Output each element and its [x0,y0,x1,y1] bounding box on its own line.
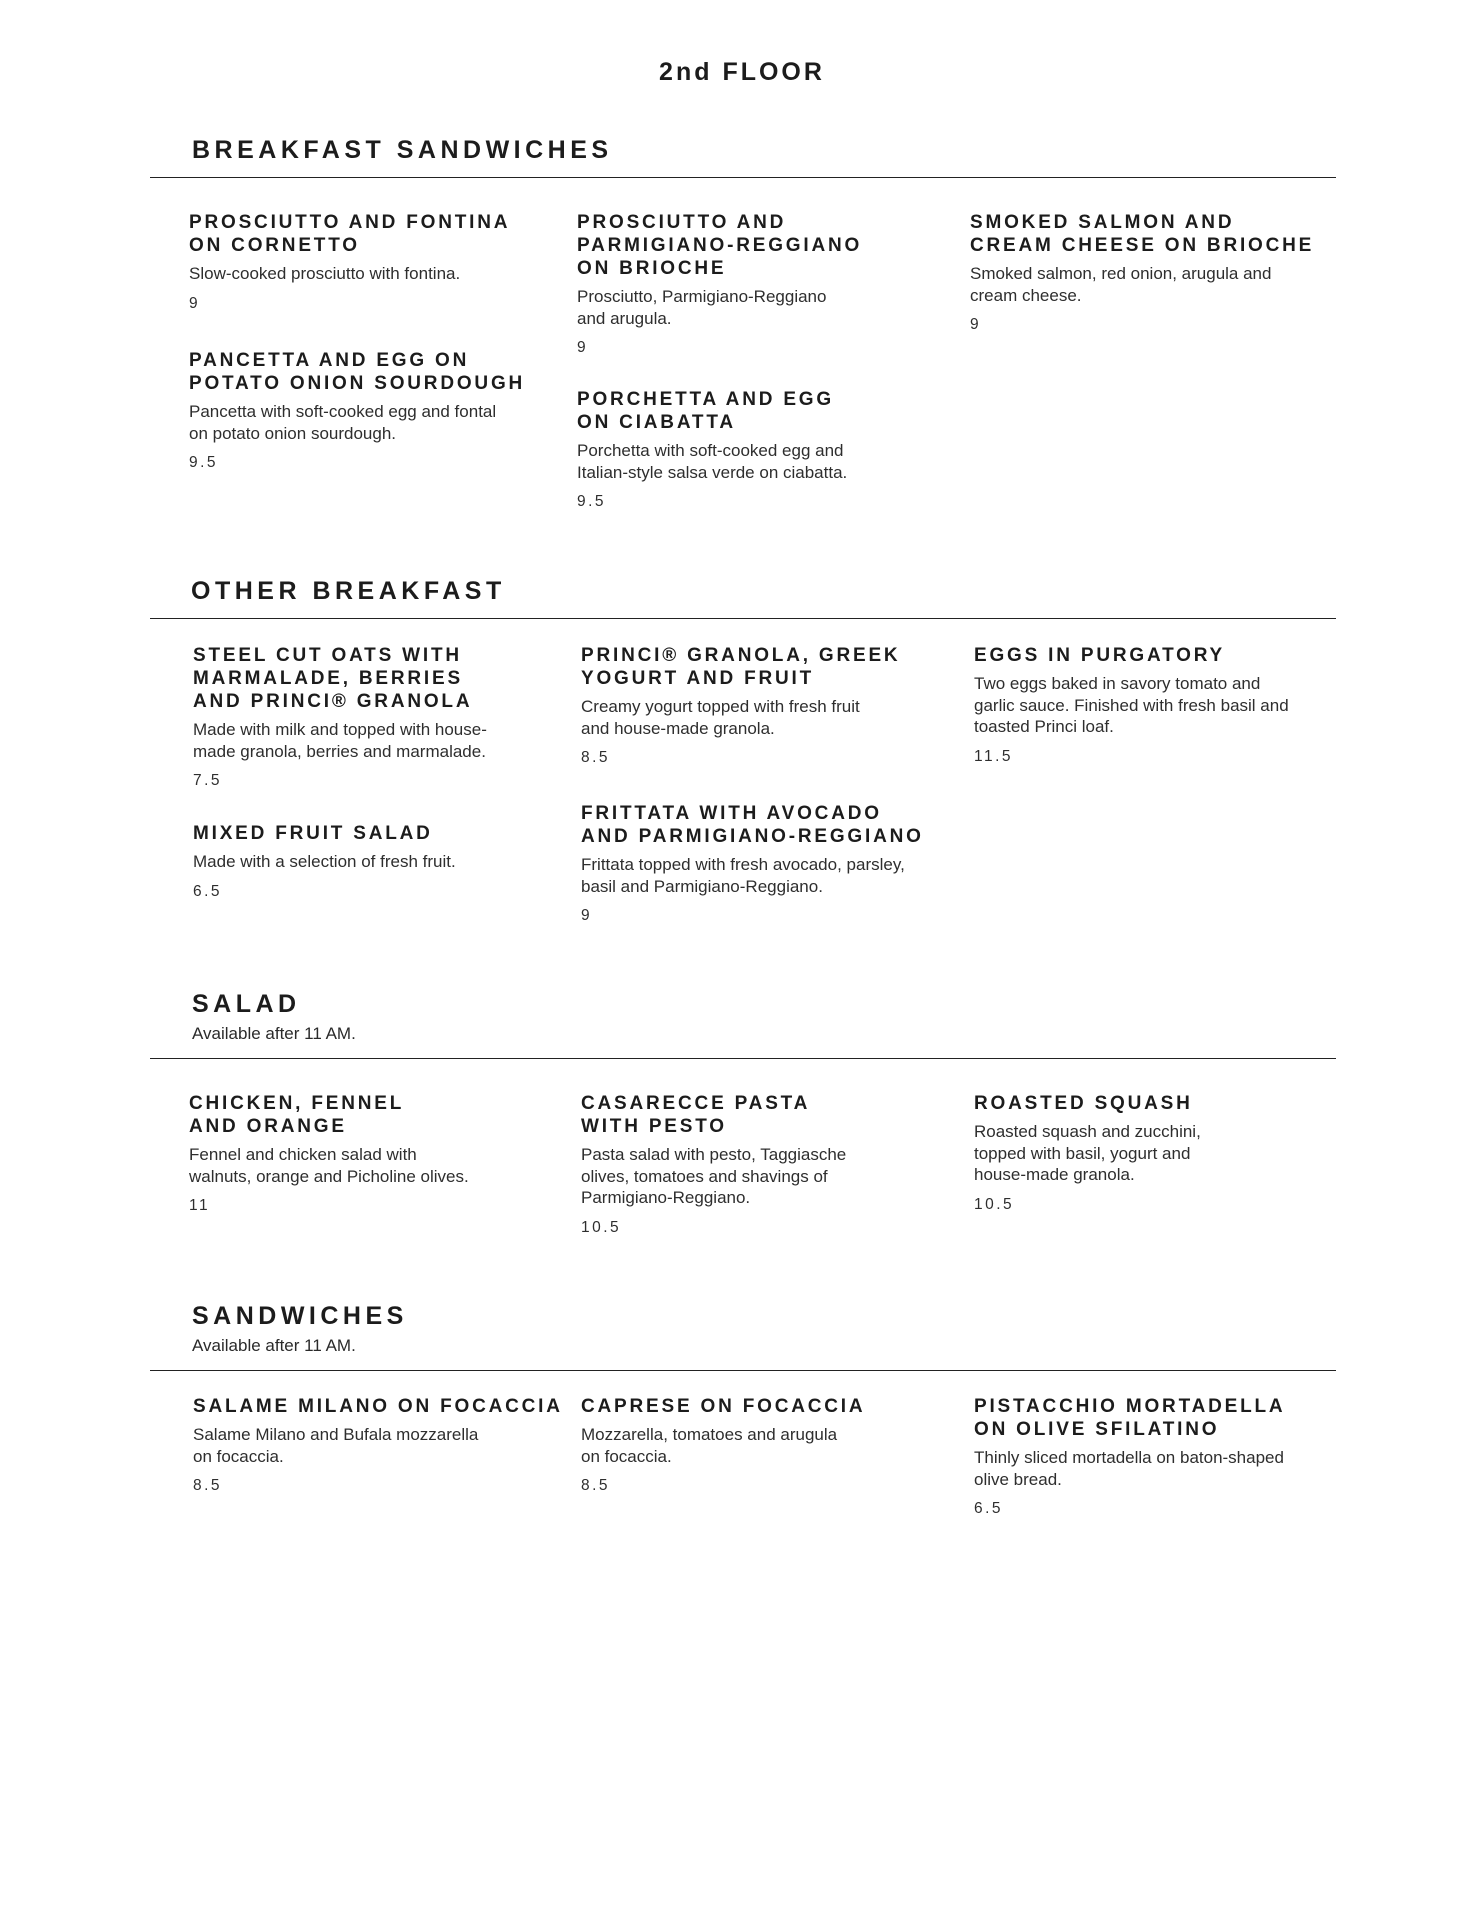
item-price: 11 [189,1197,211,1214]
item-name: CASARECCE PASTA WITH PESTO [581,1093,811,1137]
item-description: Pancetta with soft-cooked egg and fontal on potato onion sourdough. [189,402,497,443]
section-title-other-breakfast: OTHER BREAKFAST [191,577,506,605]
item-name: ROASTED SQUASH [974,1093,1193,1114]
item-description: Slow-cooked prosciutto with fontina. [189,264,461,283]
item-price: 9 [581,907,593,924]
floor-title: 2nd FLOOR [659,58,825,86]
menu-item [970,211,1340,334]
item-description: Pasta salad with pesto, Taggiasche olives, tomatoes and shavings of Parmigiano-Reggiano. [581,1145,847,1207]
menu-item [581,1092,951,1237]
item-price: 10.5 [581,1218,622,1236]
item-price: 9 [970,316,982,333]
item-name: SALAME MILANO ON FOCACCIA [193,1396,563,1417]
item-price: 8.5 [581,749,611,766]
section-divider [150,618,1336,619]
item-description: Salame Milano and Bufala mozzarella on focaccia. [193,1425,479,1466]
item-price: 7.5 [193,772,223,789]
item-name: PISTACCHIO MORTADELLA ON OLIVE SFILATINO [974,1396,1286,1440]
menu-item [189,1092,559,1215]
menu-item [193,822,563,901]
menu-item [581,802,961,925]
item-price: 9.5 [189,454,219,471]
item-price: 8.5 [193,1477,223,1494]
item-price: 6.5 [193,882,223,900]
item-description: Smoked salmon, red onion, arugula and cream cheese. [970,264,1272,305]
section-divider [150,1058,1336,1059]
item-name: MIXED FRUIT SALAD [193,823,433,844]
item-price: 9 [577,339,589,356]
section-title-breakfast-sandwiches: BREAKFAST SANDWICHES [192,136,613,164]
item-name: EGGS IN PURGATORY [974,645,1225,666]
menu-item [189,349,559,472]
section-title-sandwiches: SANDWICHES [192,1302,408,1330]
item-name: SMOKED SALMON AND CREAM CHEESE ON BRIOCHE [970,212,1315,256]
item-description: Made with milk and topped with house- made granola, berries and marmalade. [193,720,487,761]
menu-item [193,1395,573,1495]
menu-item [577,388,947,511]
item-description: Fennel and chicken salad with walnuts, orange and Picholine olives. [189,1145,469,1186]
menu-item [974,1092,1344,1214]
item-name: PRINCI® GRANOLA, GREEK YOGURT AND FRUIT [581,645,901,689]
menu-item [189,211,559,313]
item-description: Roasted squash and zucchini, topped with basil, yogurt and house-made granola. [974,1122,1201,1184]
item-name: PORCHETTA AND EGG ON CIABATTA [577,389,834,433]
item-name: CAPRESE ON FOCACCIA [581,1396,866,1417]
menu-item [193,644,563,790]
menu-item [581,644,961,767]
menu-item [974,1395,1344,1518]
item-description: Creamy yogurt topped with fresh fruit and house-made granola. [581,697,860,738]
item-description: Thinly sliced mortadella on baton-shaped olive bread. [974,1448,1284,1489]
item-price: 9.5 [577,493,607,510]
item-price: 9 [189,294,201,312]
item-description: Mozzarella, tomatoes and arugula on focaccia. [581,1425,838,1466]
section-divider [150,177,1336,178]
item-price: 6.5 [974,1500,1004,1517]
item-name: STEEL CUT OATS WITH MARMALADE, BERRIES AND PRINCI® GRANOLA [193,645,473,712]
item-description: Prosciutto, Parmigiano-Reggiano and arugula. [577,287,827,328]
menu-item [974,644,1344,766]
item-name: PROSCIUTTO AND FONTINA ON CORNETTO [189,212,511,256]
menu-item [581,1395,951,1495]
item-price: 10.5 [974,1195,1015,1213]
item-name: PANCETTA AND EGG ON POTATO ONION SOURDOUGH [189,350,526,394]
menu-item [577,211,947,357]
item-name: CHICKEN, FENNEL AND ORANGE [189,1093,405,1137]
section-divider [150,1370,1336,1371]
section-note: Available after 11 AM. [192,1336,356,1355]
item-description: Porchetta with soft-cooked egg and Italian-style salsa verde on ciabatta. [577,441,848,482]
item-description: Two eggs baked in savory tomato and garlic sauce. Finished with fresh basil and toasted Princi loaf. [974,674,1289,736]
item-name: PROSCIUTTO AND PARMIGIANO-REGGIANO ON BRIOCHE [577,212,863,279]
item-description: Made with a selection of fresh fruit. [193,852,456,871]
item-name: FRITTATA WITH AVOCADO AND PARMIGIANO-REGGIANO [581,803,924,847]
section-title-salad: SALAD [192,990,301,1018]
item-description: Frittata topped with fresh avocado, parsley, basil and Parmigiano-Reggiano. [581,855,905,896]
section-note: Available after 11 AM. [192,1024,356,1043]
item-price: 8.5 [581,1477,611,1494]
item-price: 11.5 [974,747,1014,765]
